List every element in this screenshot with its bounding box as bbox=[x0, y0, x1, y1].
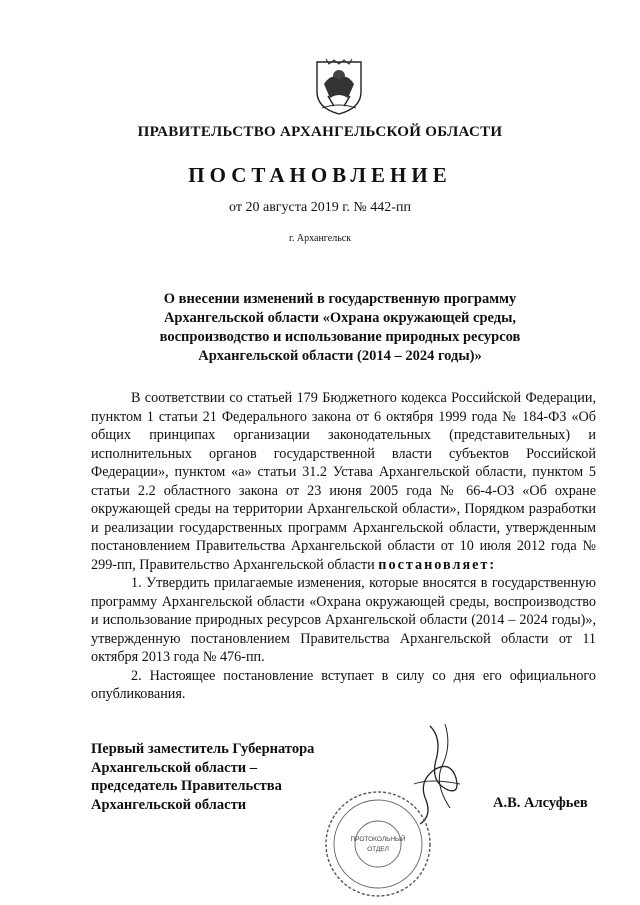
decree-word: постановляет: bbox=[378, 556, 497, 573]
subject-line: Архангельской области «Охрана окружающей среды, bbox=[163, 310, 517, 326]
subject-line: воспроизводство и использование природных ресурсов bbox=[159, 329, 521, 345]
signatory-position-line: Архангельской области bbox=[91, 796, 247, 813]
signatory-name: А.В. Алсуфьев bbox=[493, 795, 588, 811]
document-type: ПОСТАНОВЛЕНИЕ bbox=[188, 163, 452, 187]
document-body bbox=[91, 389, 596, 704]
signatory-position-line: Архангельской области – bbox=[91, 759, 257, 776]
document-subject bbox=[120, 290, 560, 366]
coat-of-arms-icon bbox=[314, 58, 364, 116]
item-1-paragraph: 1. Утвердить прилагаемые изменения, которые вносятся в государственную программу Архангельской области «Охрана окружающей среды, воспроизводство и использование природных ресурсов Архангельской области (2014 – 2024 годы)», утвержденную постановлением Правительства Архангельской области от 11 октября 2013 года № 476-пп. bbox=[91, 575, 596, 665]
document-place: г. Архангельск bbox=[288, 233, 352, 244]
item-2-paragraph: 2. Настоящее постановление вступает в силу со дня его официального опубликования. bbox=[91, 667, 596, 702]
subject-line: Архангельской области (2014 – 2024 годы)» bbox=[198, 348, 482, 364]
signatory-position-line: председатель Правительства bbox=[91, 778, 282, 794]
signatory-position bbox=[91, 740, 314, 814]
svg-text:ПРОТОКОЛЬНЫЙ: ПРОТОКОЛЬНЫЙ bbox=[350, 836, 406, 843]
svg-text:ОТДЕЛ: ОТДЕЛ bbox=[367, 846, 389, 853]
document-date-number: от 20 августа 2019 г. № 442-пп bbox=[229, 200, 411, 215]
preamble-paragraph bbox=[91, 389, 596, 574]
official-seal-stamp-icon bbox=[318, 788, 438, 900]
government-title: ПРАВИТЕЛЬСТВО АРХАНГЕЛЬСКОЙ ОБЛАСТИ bbox=[137, 124, 503, 140]
subject-line: О внесении изменений в государственную программу bbox=[163, 291, 517, 307]
signatory-position-line: Первый заместитель Губернатора bbox=[91, 741, 315, 757]
preamble-text: В соответствии со статьей 179 Бюджетного кодекса Российской Федерации, пунктом 1 статьи 21 Федерального закона от 6 октября 1999 года № 184-ФЗ «Об общих принципах организации законодательных (представительных) и исполнительных органов государственной власти субъектов Российской Федерации», пунктом «а» статьи 31.2 Устава Архангельской области, пунктом 5 статьи 2.2 областного закона от 23 июня 2005 года № 66-4-ОЗ «Об охране окружающей среды на территории Архангельской области», Порядком разработки и реализации государственных программ Архангельской области, утвержденным постановлением Правительства Архангельской области от 10 июля 2012 года № 299-пп, Правительство Архангельской области bbox=[91, 390, 596, 573]
